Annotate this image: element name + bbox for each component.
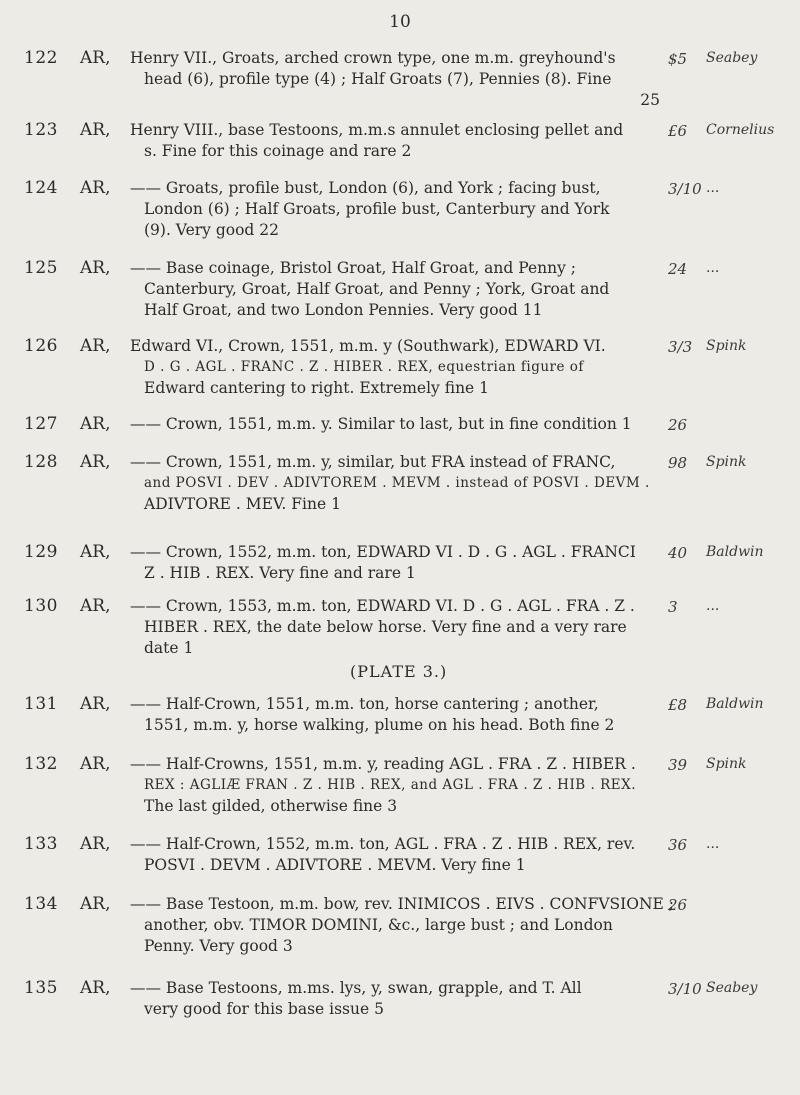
- handwritten-buyer: Seabey: [706, 980, 758, 996]
- lot-line: Canterbury, Groat, Half Groat, and Penny ; York, Groat and: [144, 280, 610, 298]
- lot-description: [130, 542, 670, 584]
- lot-line: 1551, m.m. y, horse walking, plume on his head. Both fine 2: [144, 716, 615, 734]
- lot-number: 131: [24, 694, 58, 714]
- lot-number: 127: [24, 414, 58, 434]
- metal-mark: AR,: [80, 452, 111, 472]
- metal-mark: AR,: [80, 754, 111, 774]
- lot-number: 130: [24, 596, 58, 616]
- handwritten-price: £6: [668, 122, 688, 140]
- lot-number: 122: [24, 48, 58, 68]
- lot-line: 25: [640, 91, 660, 109]
- metal-mark: AR,: [80, 596, 111, 616]
- metal-mark: AR,: [80, 414, 111, 434]
- lot-line: —— Crown, 1553, m.m. ton, EDWARD VI. D . G . AGL . FRA . Z .: [130, 597, 635, 615]
- lot-description: [130, 694, 670, 736]
- handwritten-buyer: ...: [706, 598, 720, 614]
- lot-line: —— Crown, 1551, m.m. y, similar, but FRA instead of FRANC,: [130, 453, 616, 471]
- handwritten-price: 26: [668, 416, 688, 434]
- lot-line: Edward cantering to right. Extremely fine 1: [144, 379, 490, 397]
- lot-description: [130, 596, 670, 659]
- lot-line: s. Fine for this coinage and rare 2: [144, 142, 412, 160]
- lot-number: 123: [24, 120, 58, 140]
- lot-line: Henry VIII., base Testoons, m.m.s annulet enclosing pellet and: [130, 121, 624, 139]
- plate-caption: (PLATE 3.): [350, 662, 448, 681]
- lot-description: [130, 834, 670, 876]
- handwritten-buyer: Baldwin: [706, 544, 764, 560]
- handwritten-price: 39: [668, 756, 688, 774]
- lot-line: —— Base coinage, Bristol Groat, Half Groat, and Penny ;: [130, 259, 577, 277]
- lot-line: Penny. Very good 3: [144, 937, 293, 955]
- handwritten-buyer: ...: [706, 260, 720, 276]
- metal-mark: AR,: [80, 694, 111, 714]
- handwritten-price: 3/10: [668, 980, 702, 998]
- lot-number: 135: [24, 978, 58, 998]
- lot-line: another, obv. TIMOR DOMINI, &c., large bust ; and London: [144, 916, 613, 934]
- lot-line: London (6) ; Half Groats, profile bust, Canterbury and York: [144, 200, 610, 218]
- lot-line: —— Half-Crowns, 1551, m.m. y, reading AGL . FRA . Z . HIBER .: [130, 755, 636, 773]
- handwritten-price: 24: [668, 260, 688, 278]
- handwritten-buyer: Cornelius: [706, 122, 775, 138]
- metal-mark: AR,: [80, 834, 111, 854]
- metal-mark: AR,: [80, 336, 111, 356]
- handwritten-buyer: Baldwin: [706, 696, 764, 712]
- handwritten-price: 3: [668, 598, 678, 616]
- lot-number: 129: [24, 542, 58, 562]
- lot-line: head (6), profile type (4) ; Half Groats (7), Pennies (8). Fine: [144, 70, 612, 88]
- handwritten-price: £8: [668, 696, 688, 714]
- lot-line: D . G . AGL . FRANC . Z . HIBER . REX, equestrian figure of: [144, 359, 584, 375]
- handwritten-price: $5: [668, 50, 688, 68]
- lot-line: Z . HIB . REX. Very fine and rare 1: [144, 564, 416, 582]
- handwritten-buyer: Spink: [706, 454, 747, 470]
- handwritten-buyer: Seabey: [706, 50, 758, 66]
- page-number: 10: [389, 12, 411, 32]
- lot-description: [130, 414, 670, 435]
- lot-description: [130, 258, 670, 321]
- lot-number: 128: [24, 452, 58, 472]
- handwritten-buyer: Spink: [706, 338, 747, 354]
- lot-line: —— Crown, 1551, m.m. y. Similar to last, but in fine condition 1: [130, 415, 632, 433]
- handwritten-buyer: ...: [706, 180, 720, 196]
- lot-number: 125: [24, 258, 58, 278]
- lot-description: [130, 336, 670, 399]
- lot-description: [130, 978, 670, 1020]
- lot-line: date 1: [144, 639, 194, 657]
- lot-line: (9). Very good 22: [144, 221, 280, 239]
- metal-mark: AR,: [80, 258, 111, 278]
- handwritten-price: 98: [668, 454, 688, 472]
- handwritten-price: 3/10: [668, 180, 702, 198]
- metal-mark: AR,: [80, 894, 111, 914]
- lot-number: 124: [24, 178, 58, 198]
- metal-mark: AR,: [80, 542, 111, 562]
- handwritten-price: 36: [668, 836, 688, 854]
- lot-line: REX : AGLIÆ FRAN . Z . HIB . REX, and AGL . FRA . Z . HIB . REX.: [144, 777, 637, 793]
- lot-description: [130, 48, 670, 111]
- lot-line: very good for this base issue 5: [144, 1000, 384, 1018]
- metal-mark: AR,: [80, 120, 111, 140]
- lot-description: [130, 894, 675, 957]
- metal-mark: AR,: [80, 178, 111, 198]
- lot-line: The last gilded, otherwise fine 3: [144, 797, 398, 815]
- lot-number: 134: [24, 894, 58, 914]
- handwritten-price: 3/3: [668, 338, 693, 356]
- lot-line: ADIVTORE . MEV. Fine 1: [144, 495, 341, 513]
- metal-mark: AR,: [80, 48, 111, 68]
- lot-line: Half Groat, and two London Pennies. Very good 11: [144, 301, 543, 319]
- handwritten-buyer: ...: [706, 836, 720, 852]
- lot-line: Henry VII., Groats, arched crown type, one m.m. greyhound's: [130, 49, 616, 67]
- lot-line: —— Half-Crown, 1551, m.m. ton, horse cantering ; another,: [130, 695, 599, 713]
- lot-description: [130, 452, 670, 515]
- lot-line: —— Half-Crown, 1552, m.m. ton, AGL . FRA . Z . HIB . REX, rev.: [130, 835, 636, 853]
- lot-line: Edward VI., Crown, 1551, m.m. y (Southwark), EDWARD VI.: [130, 337, 606, 355]
- lot-description: [130, 120, 670, 162]
- lot-line: —— Groats, profile bust, London (6), and York ; facing bust,: [130, 179, 601, 197]
- lot-line: and POSVI . DEV . ADIVTOREM . MEVM . instead of POSVI . DEVM .: [144, 475, 650, 491]
- metal-mark: AR,: [80, 978, 111, 998]
- lot-line: HIBER . REX, the date below horse. Very fine and a very rare: [144, 618, 627, 636]
- lot-description: [130, 178, 670, 241]
- lot-description: [130, 754, 670, 817]
- handwritten-price: 40: [668, 544, 688, 562]
- handwritten-price: 26: [668, 896, 688, 914]
- handwritten-buyer: Spink: [706, 756, 747, 772]
- lot-number: 132: [24, 754, 58, 774]
- lot-line: —— Base Testoon, m.m. bow, rev. INIMICOS . EIVS . CONFVSIONE ;: [130, 895, 675, 913]
- lot-number: 126: [24, 336, 58, 356]
- lot-number: 133: [24, 834, 58, 854]
- lot-line: —— Base Testoons, m.ms. lys, y, swan, grapple, and T. All: [130, 979, 582, 997]
- lot-line: —— Crown, 1552, m.m. ton, EDWARD VI . D . G . AGL . FRANCI: [130, 543, 636, 561]
- lot-line: POSVI . DEVM . ADIVTORE . MEVM. Very fine 1: [144, 856, 526, 874]
